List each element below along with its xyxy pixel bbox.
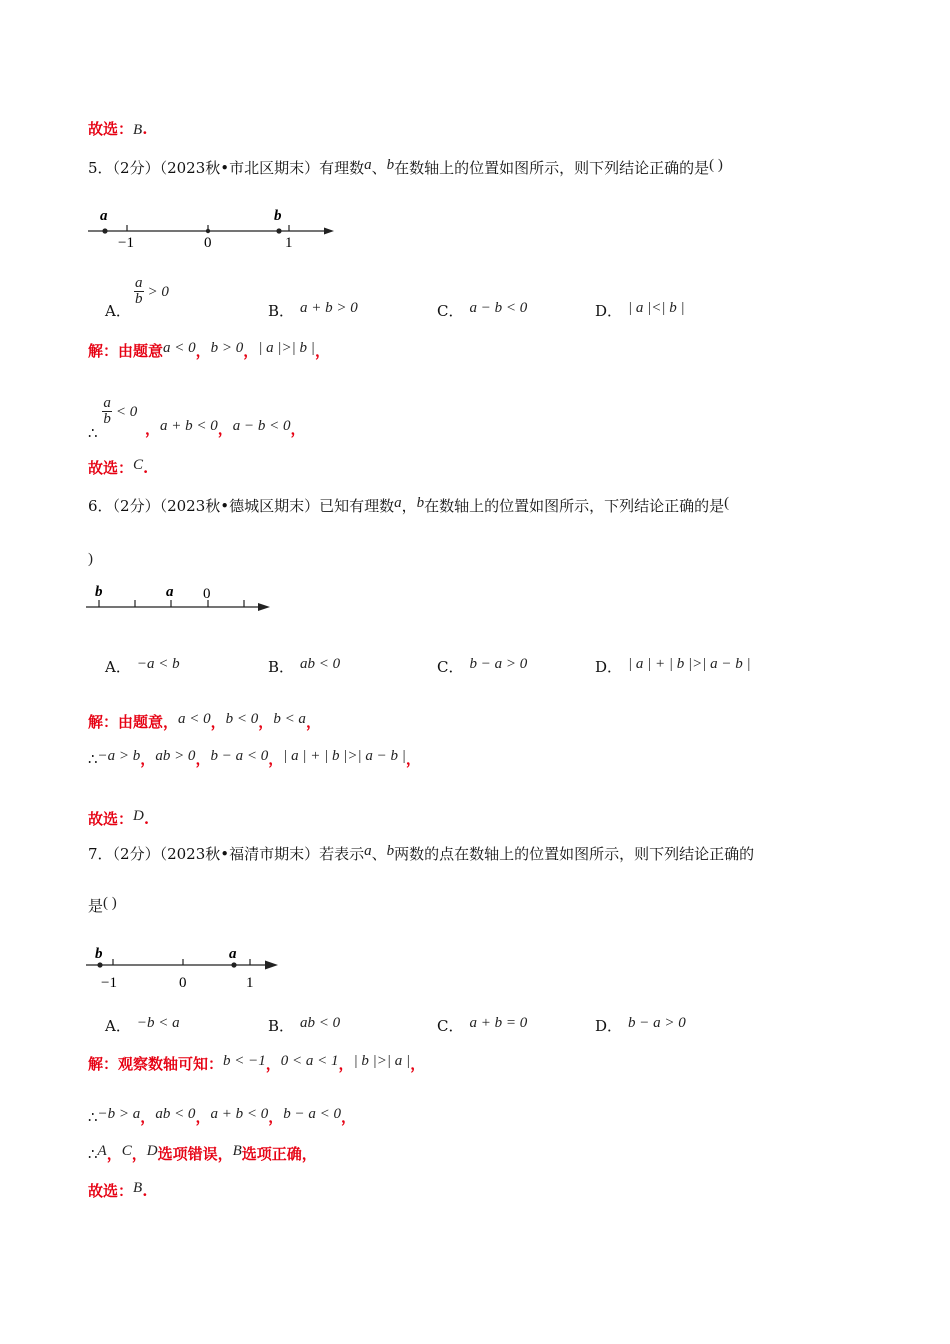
solution-text: 由题意 xyxy=(118,342,164,360)
q4-answer-line xyxy=(88,118,147,139)
option-expr: −b < a xyxy=(136,1015,180,1031)
question-number: 6． xyxy=(88,497,113,515)
answer-label: 故选： xyxy=(88,1182,134,1200)
var-a: a xyxy=(364,843,372,859)
q7-solution-line3: ∴A，C，D选项错误，B选项正确， xyxy=(88,1143,317,1163)
question-score: （2分） xyxy=(112,497,160,515)
stem-text: 是 xyxy=(88,897,104,915)
q5-answer-line: 故选：C. xyxy=(88,457,149,477)
solution-expr: b > 0 xyxy=(210,340,244,356)
point-origin xyxy=(206,229,210,233)
q6-stem: 6．（2分）（2023秋•德城区期末）已知有理数a，b在数轴上的位置如图所示，下列结论正确的是( xyxy=(88,495,730,515)
answer-end: . xyxy=(142,120,148,138)
q5-option-a xyxy=(105,300,131,321)
q7-stem-line2 xyxy=(88,895,117,916)
option-expr: a + b = 0 xyxy=(469,1015,528,1031)
answer-label: 故选： xyxy=(88,810,134,828)
axis-arrow xyxy=(324,228,334,235)
q5-stem xyxy=(88,157,723,178)
stem-text: 若表示 xyxy=(319,845,365,863)
q5-solution-line2: ∴ $\frac{a}{b}$ < 0 xyxy=(88,395,138,442)
solution-expr: a − b < 0 xyxy=(232,418,291,434)
therefore-symbol: ∴ xyxy=(88,425,98,442)
option-expr: | a |<| b | xyxy=(628,300,685,316)
label-0: 0 xyxy=(204,235,212,251)
option-letter: B． xyxy=(268,302,295,320)
solution-label: 解： xyxy=(88,713,119,731)
point-a xyxy=(102,228,107,233)
expr-rest: > 0 xyxy=(147,283,169,300)
option-expr: −a < b xyxy=(136,656,180,672)
option-expr: | a | + | b |>| a − b | xyxy=(628,656,751,672)
stem-text: 已知有理数 xyxy=(319,497,395,515)
option-expr: a − b < 0 xyxy=(469,300,528,316)
stem-text: 在数轴上的位置如图所示，下列结论正确的是 xyxy=(424,497,725,515)
option-expr: ab < 0 xyxy=(300,656,341,672)
answer-label: 故选： xyxy=(88,459,134,477)
therefore-symbol: ∴ xyxy=(88,1110,98,1126)
q6-number-line xyxy=(80,580,280,620)
var-b: b xyxy=(386,157,395,173)
q6-option-d: D． | a | + | b |>| a − b | xyxy=(595,656,751,676)
q7-option-c: C． a + b = 0 xyxy=(437,1015,528,1035)
therefore-symbol: ∴ xyxy=(88,752,98,768)
point-b xyxy=(97,962,102,967)
q6-option-c: C． b − a > 0 xyxy=(437,656,528,676)
q7-number-line xyxy=(80,940,290,992)
q6-option-b: B． ab < 0 xyxy=(268,656,341,676)
point-a xyxy=(231,962,236,967)
option-expr: ab < 0 xyxy=(300,1015,341,1031)
q7-stem: 7．（2分）（2023秋•福清市期末）若表示a、b两数的点在数轴上的位置如图所示，则下列结论正确的 xyxy=(88,843,755,863)
q7-solution-line1: 解：观察数轴可知：b < −1，0 < a < 1，| b |>| a |， xyxy=(88,1053,426,1073)
denominator: b xyxy=(135,291,143,307)
answer-value: D xyxy=(133,808,144,824)
answer-paren: ( ) xyxy=(103,895,117,911)
question-source: （2023秋•福清市期末） xyxy=(159,845,320,863)
answer-paren: ( ) xyxy=(709,157,723,173)
answer-value: C xyxy=(133,457,144,473)
label-a: a xyxy=(166,584,174,600)
stem-text: 有理数 xyxy=(319,159,365,177)
numerator: a xyxy=(135,275,143,291)
q7-solution-line2: ∴−b > a，ab < 0，a + b < 0，b − a < 0， xyxy=(88,1106,356,1126)
q7-option-b: B． ab < 0 xyxy=(268,1015,341,1035)
q5-option-a-expr xyxy=(134,276,169,307)
point-b xyxy=(276,228,281,233)
label-neg1: −1 xyxy=(101,975,117,991)
label-b: b xyxy=(95,584,103,600)
stem-text: 两数的点在数轴上的位置如图所示，则下列结论正确的 xyxy=(394,845,755,863)
q7-option-d: D． b − a > 0 xyxy=(595,1015,686,1035)
q5-option-c xyxy=(437,300,527,321)
solution-label: 解： xyxy=(88,1055,119,1073)
q5-solution-line1: 解：由题意a < 0，b > 0，| a |>| b |， xyxy=(88,340,330,360)
therefore-symbol: ∴ xyxy=(88,1147,98,1163)
question-source: （2023秋•德城区期末） xyxy=(159,497,320,515)
label-1: 1 xyxy=(246,975,254,991)
solution-expr: a < 0 xyxy=(163,340,196,356)
question-number: 7． xyxy=(88,845,113,863)
q6-solution-line1: 解：由题意，a < 0，b < 0，b < a， xyxy=(88,711,321,731)
solution-expr: | a |>| b | xyxy=(258,340,315,356)
answer-label: 故选： xyxy=(88,120,134,138)
fraction xyxy=(134,276,144,307)
label-0: 0 xyxy=(179,975,187,991)
axis-arrow xyxy=(258,603,270,611)
option-letter: D． xyxy=(595,302,623,320)
answer-value: B xyxy=(133,1180,143,1196)
solution-label: 解： xyxy=(88,342,119,360)
label-b: b xyxy=(274,208,282,224)
option-letter: A． xyxy=(105,302,131,320)
question-score: （2分） xyxy=(112,845,160,863)
q6-answer-line: 故选：D. xyxy=(88,808,150,828)
label-b: b xyxy=(95,946,103,962)
label-a: a xyxy=(229,946,237,962)
question-source: （2023秋•市北区期末） xyxy=(159,159,320,177)
option-expr: b − a > 0 xyxy=(469,656,528,672)
fraction: $\frac{a}{b}$ xyxy=(103,395,111,427)
label-1: 1 xyxy=(285,235,293,251)
question-score: （2分） xyxy=(112,159,160,177)
q5-option-d xyxy=(595,300,685,321)
q7-answer-line: 故选：B. xyxy=(88,1180,148,1200)
solution-text: 由题意， xyxy=(118,713,179,731)
var-a: a xyxy=(394,495,402,511)
label-0: 0 xyxy=(203,586,211,602)
option-expr: a + b > 0 xyxy=(300,300,358,316)
q6-paren-close: ) xyxy=(88,551,93,567)
label-neg1: −1 xyxy=(118,235,134,251)
solution-text: 观察数轴可知： xyxy=(118,1055,224,1073)
q5-number-line xyxy=(80,200,350,252)
option-letter: C． xyxy=(437,302,464,320)
solution-expr: a + b < 0 xyxy=(160,418,218,434)
var-a: a xyxy=(364,157,372,173)
q5-solution-line2b: ，a + b < 0，a − b < 0， xyxy=(145,418,306,438)
question-number: 5． xyxy=(88,159,113,177)
q7-option-a: A． −b < a xyxy=(105,1015,180,1035)
q5-option-b xyxy=(268,300,358,321)
q6-option-a: A． −a < b xyxy=(105,656,180,676)
var-b: b xyxy=(416,495,425,511)
option-expr: b − a > 0 xyxy=(628,1015,686,1031)
label-a: a xyxy=(100,208,108,224)
axis-arrow xyxy=(265,961,278,970)
separator: 、 xyxy=(371,159,387,177)
answer-value: B xyxy=(133,122,143,138)
var-b: b xyxy=(386,843,395,859)
q6-solution-line2: ∴−a > b，ab > 0，b − a < 0，| a | + | b |>| a − b |， xyxy=(88,748,421,768)
stem-text: 在数轴上的位置如图所示，则下列结论正确的是 xyxy=(394,159,710,177)
